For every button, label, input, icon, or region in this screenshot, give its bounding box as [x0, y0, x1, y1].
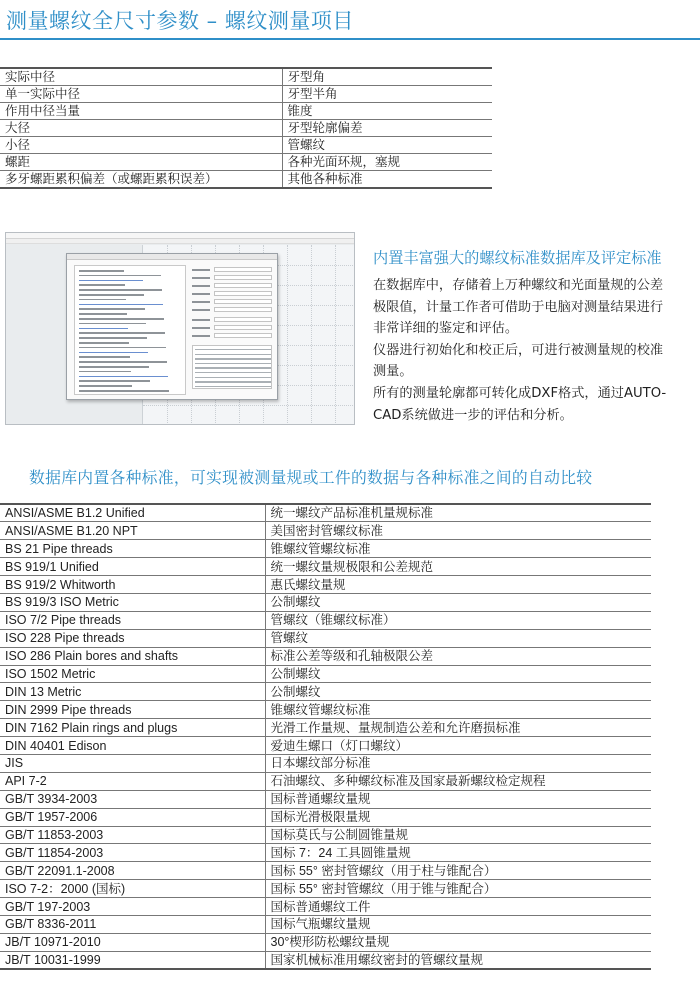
table-cell-left: GB/T 22091.1-2008: [0, 862, 265, 880]
table-row: [0, 898, 651, 916]
table-row: [0, 933, 651, 951]
list-entry: [79, 280, 143, 282]
table-cell-left: ISO 7/2 Pipe threads: [0, 611, 265, 629]
screenshot-parameter-form: [192, 265, 274, 395]
table-cell-left: BS 919/3 ISO Metric: [0, 593, 265, 611]
table-cell-right: 其他各种标准: [282, 171, 492, 189]
table-row: [0, 826, 651, 844]
table-cell-right: 国标光滑极限量规: [265, 808, 651, 826]
table-cell-left: 大径: [0, 120, 282, 137]
list-entry: [79, 304, 163, 306]
list-entry: [79, 385, 132, 387]
table-row: [0, 154, 492, 171]
list-entry: [79, 332, 165, 334]
screenshot-dialog-titlebar: [67, 254, 277, 260]
result-grid-row: [195, 372, 271, 373]
list-entry: [79, 313, 127, 315]
form-label: [192, 269, 210, 271]
result-grid-row: [195, 367, 271, 368]
table-cell-left: BS 919/1 Unified: [0, 558, 265, 576]
table-row: [0, 137, 492, 154]
list-entry: [79, 289, 162, 291]
table-cell-right: 各种光面环规，塞规: [282, 154, 492, 171]
list-entry: [79, 299, 126, 301]
form-field: [214, 317, 272, 322]
form-field: [214, 283, 272, 288]
description-line: 所有的测量轮廓都可转化成DXF格式，通过AUTO-: [373, 385, 667, 401]
list-entry: [79, 294, 144, 296]
table-cell-left: GB/T 8336-2011: [0, 915, 265, 933]
list-entry: [79, 347, 166, 349]
table-cell-left: GB/T 11854-2003: [0, 844, 265, 862]
table-cell-left: DIN 7162 Plain rings and plugs: [0, 719, 265, 737]
measurement-items-table: [0, 67, 492, 189]
screenshot-menubar: [6, 239, 354, 244]
list-entry: [79, 390, 169, 392]
table-row: [0, 540, 651, 558]
standards-heading: 数据库内置各种标准，可实现被测量规或工件的数据与各种标准之间的自动比较: [29, 468, 593, 487]
table-cell-right: 国标普通螺纹工件: [265, 898, 651, 916]
form-label: [192, 327, 210, 329]
table-cell-right: 光滑工作量规、量规制造公差和允许磨损标准: [265, 719, 651, 737]
description-line: 极限值，计量工作者可借助于电脑对测量结果进行: [373, 299, 664, 315]
table-cell-right: 公制螺纹: [265, 683, 651, 701]
table-cell-right: 锥度: [282, 103, 492, 120]
table-cell-right: 国标气瓶螺纹量规: [265, 915, 651, 933]
form-field: [214, 267, 272, 272]
table-row: [0, 808, 651, 826]
table-row: [0, 576, 651, 594]
table-cell-right: 管螺纹（锥螺纹标准）: [265, 611, 651, 629]
table-cell-left: API 7-2: [0, 772, 265, 790]
table-cell-left: ANSI/ASME B1.2 Unified: [0, 504, 265, 522]
table-cell-left: ANSI/ASME B1.20 NPT: [0, 522, 265, 540]
form-field: [214, 291, 272, 296]
table-cell-right: 公制螺纹: [265, 665, 651, 683]
result-grid-row: [195, 358, 271, 359]
list-entry: [79, 352, 148, 354]
table-cell-left: JIS: [0, 754, 265, 772]
table-cell-left: DIN 40401 Edison: [0, 737, 265, 755]
description-line: CAD系统做进一步的评估和分析。: [373, 407, 573, 423]
form-field: [214, 325, 272, 330]
list-entry: [79, 337, 147, 339]
table-row: [0, 86, 492, 103]
table-cell-left: ISO 7-2：2000 (国标): [0, 880, 265, 898]
table-row: [0, 862, 651, 880]
form-field: [214, 275, 272, 280]
list-entry: [79, 356, 130, 358]
list-entry: [79, 308, 145, 310]
result-grid-row: [195, 386, 271, 387]
form-label: [192, 293, 210, 295]
list-entry: [79, 366, 149, 368]
table-cell-left: JB/T 10031-1999: [0, 951, 265, 969]
table-cell-right: 标准公差等级和孔轴极限公差: [265, 647, 651, 665]
form-label: [192, 301, 210, 303]
table-cell-right: 国标 55° 密封管螺纹（用于柱与锥配合）: [265, 862, 651, 880]
graph-gridline: [311, 245, 312, 425]
form-label: [192, 309, 210, 311]
table-row: [0, 951, 651, 969]
table-row: [0, 665, 651, 683]
table-cell-left: GB/T 3934-2003: [0, 790, 265, 808]
description-line: 非常详细的鉴定和评估。: [373, 321, 519, 337]
table-row: [0, 522, 651, 540]
table-cell-right: 牙型半角: [282, 86, 492, 103]
list-entry: [79, 284, 125, 286]
table-row: [0, 683, 651, 701]
description-line: 测量。: [373, 364, 413, 380]
table-cell-right: 国标 7：24 工具圆锥量规: [265, 844, 651, 862]
graph-gridline: [143, 405, 355, 406]
screenshot-standards-dialog: [66, 253, 278, 400]
graph-gridline: [335, 245, 336, 425]
list-entry: [79, 270, 124, 272]
screenshot-standards-list: [74, 265, 186, 395]
table-cell-left: 单一实际中径: [0, 86, 282, 103]
table-cell-left: 多牙螺距累积偏差（或螺距累积误差）: [0, 171, 282, 189]
software-screenshot: [5, 232, 355, 425]
table-cell-left: GB/T 11853-2003: [0, 826, 265, 844]
form-label: [192, 277, 210, 279]
table-cell-left: ISO 228 Pipe threads: [0, 629, 265, 647]
list-entry: [79, 380, 150, 382]
table-cell-left: 小径: [0, 137, 282, 154]
table-cell-right: 国标 55° 密封管螺纹（用于锥与锥配合）: [265, 880, 651, 898]
table-cell-left: ISO 286 Plain bores and shafts: [0, 647, 265, 665]
table-row: [0, 844, 651, 862]
table-row: [0, 171, 492, 189]
table-cell-right: 牙型轮廓偏差: [282, 120, 492, 137]
table-cell-right: 锥螺纹管螺纹标准: [265, 540, 651, 558]
table-row: [0, 754, 651, 772]
result-grid-row: [195, 377, 271, 378]
result-grid-row: [195, 349, 271, 350]
form-label: [192, 335, 210, 337]
table-cell-right: 惠氏螺纹量规: [265, 576, 651, 594]
result-grid-row: [195, 354, 271, 355]
table-cell-right: 国标莫氏与公制圆锥量规: [265, 826, 651, 844]
list-entry: [79, 318, 164, 320]
result-grid: [192, 345, 272, 389]
list-entry: [79, 328, 128, 330]
form-field: [214, 299, 272, 304]
table-cell-left: GB/T 197-2003: [0, 898, 265, 916]
table-row: [0, 790, 651, 808]
list-entry: [79, 275, 161, 277]
table-row: [0, 611, 651, 629]
table-cell-left: 螺距: [0, 154, 282, 171]
table-row: [0, 915, 651, 933]
table-row: [0, 772, 651, 790]
graph-gridline: [287, 245, 288, 425]
table-cell-right: 30°楔形防松螺纹量规: [265, 933, 651, 951]
form-label: [192, 319, 210, 321]
form-field: [214, 307, 272, 312]
table-cell-right: 统一螺纹产品标准机量规标准: [265, 504, 651, 522]
table-cell-right: 锥螺纹管螺纹标准: [265, 701, 651, 719]
table-cell-right: 石油螺纹、多种螺纹标准及国家最新螺纹检定规程: [265, 772, 651, 790]
database-description: [373, 275, 698, 426]
result-grid-row: [195, 363, 271, 364]
list-entry: [79, 342, 129, 344]
table-row: [0, 701, 651, 719]
table-cell-left: DIN 13 Metric: [0, 683, 265, 701]
table-row: [0, 647, 651, 665]
table-row: [0, 737, 651, 755]
title-divider: [0, 38, 700, 40]
list-entry: [79, 371, 131, 373]
table-cell-right: 国标普通螺纹量规: [265, 790, 651, 808]
form-label: [192, 285, 210, 287]
table-cell-left: GB/T 1957-2006: [0, 808, 265, 826]
table-cell-right: 国家机械标准用螺纹密封的管螺纹量规: [265, 951, 651, 969]
table-row: [0, 68, 492, 86]
table-cell-left: ISO 1502 Metric: [0, 665, 265, 683]
form-field: [214, 333, 272, 338]
table-cell-right: 牙型角: [282, 68, 492, 86]
table-cell-left: 作用中径当量: [0, 103, 282, 120]
table-cell-right: 美国密封管螺纹标准: [265, 522, 651, 540]
result-grid-row: [195, 381, 271, 382]
table-cell-right: 统一螺纹量规极限和公差规范: [265, 558, 651, 576]
table-cell-right: 爱迪生螺口（灯口螺纹）: [265, 737, 651, 755]
list-entry: [79, 376, 168, 378]
standards-table: [0, 503, 651, 970]
database-heading: 内置丰富强大的螺纹标准数据库及评定标准: [373, 249, 662, 267]
table-cell-left: JB/T 10971-2010: [0, 933, 265, 951]
table-row: [0, 880, 651, 898]
table-row: [0, 719, 651, 737]
table-cell-right: 管螺纹: [282, 137, 492, 154]
table-cell-left: DIN 2999 Pipe threads: [0, 701, 265, 719]
page-title: 测量螺纹全尺寸参数 – 螺纹测量项目: [6, 9, 354, 33]
description-line: 仪器进行初始化和校正后，可进行被测量规的校准: [373, 342, 664, 358]
table-cell-left: BS 919/2 Whitworth: [0, 576, 265, 594]
table-row: [0, 103, 492, 120]
table-row: [0, 558, 651, 576]
table-row: [0, 120, 492, 137]
table-row: [0, 504, 651, 522]
table-cell-left: BS 21 Pipe threads: [0, 540, 265, 558]
list-entry: [79, 323, 146, 325]
list-entry: [79, 361, 167, 363]
description-line: 在数据库中，存储着上万种螺纹和光面量规的公差: [373, 278, 664, 293]
table-cell-right: 管螺纹: [265, 629, 651, 647]
table-cell-right: 公制螺纹: [265, 593, 651, 611]
table-cell-right: 日本螺纹部分标准: [265, 754, 651, 772]
table-row: [0, 593, 651, 611]
table-row: [0, 629, 651, 647]
table-cell-left: 实际中径: [0, 68, 282, 86]
